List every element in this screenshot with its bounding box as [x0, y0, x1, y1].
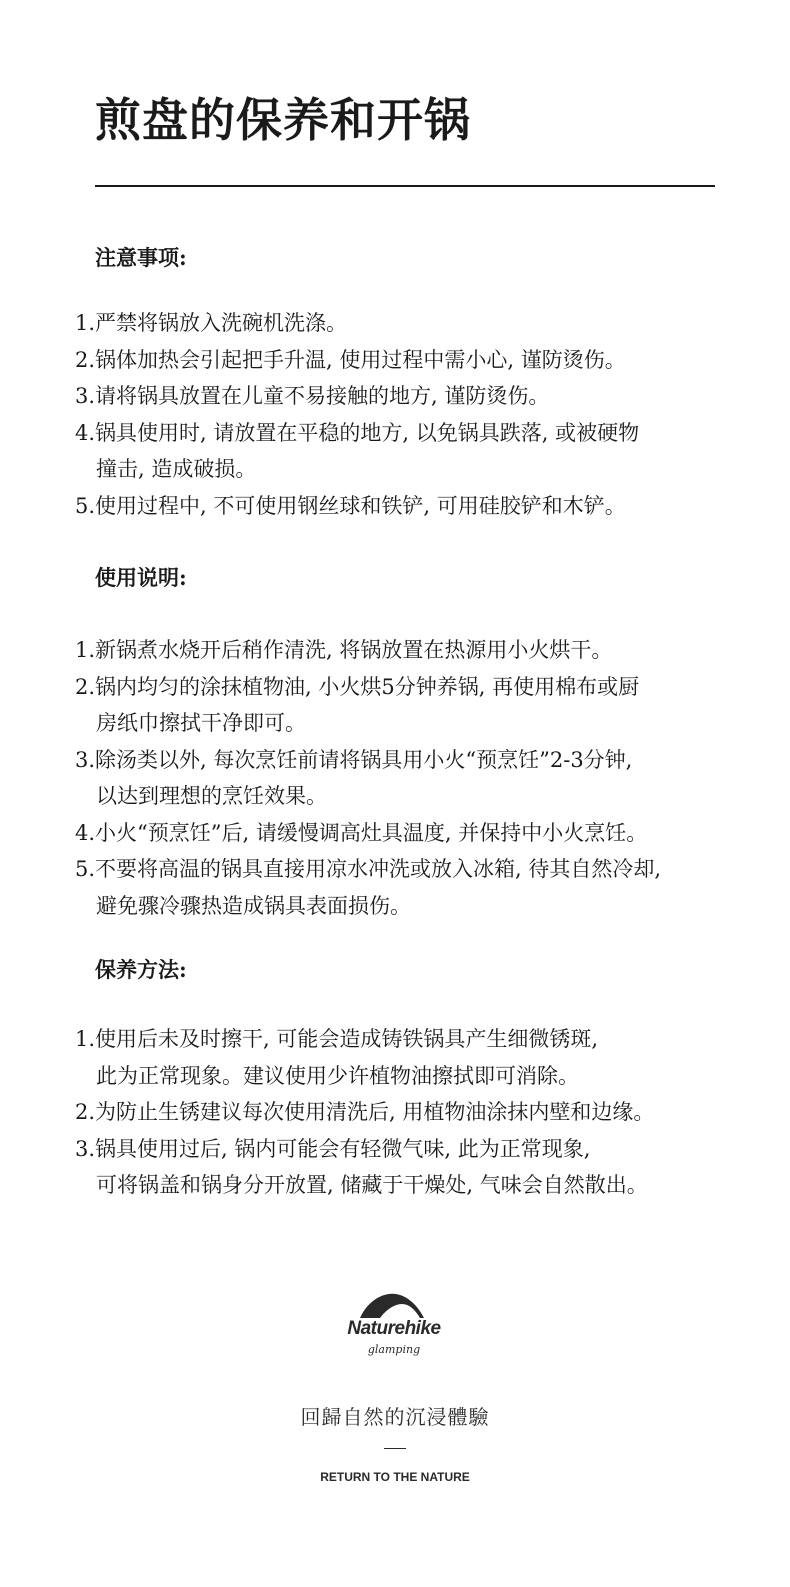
- list-item-continuation: 可将锅盖和锅身分开放置, 储藏于干燥处, 气味会自然散出。: [96, 1173, 648, 1197]
- list-item-continuation: 以达到理想的烹饪效果。: [96, 784, 327, 808]
- list-item-text: 4.锅具使用时, 请放置在平稳的地方, 以免锅具跌落, 或被硬物: [75, 420, 640, 445]
- list-item-text: 3.请将锅具放置在儿童不易接触的地方, 谨防烫伤。: [75, 384, 550, 408]
- brand-name: Naturehike: [347, 1318, 441, 1339]
- list-item: [75, 342, 639, 379]
- list-item-text: 3.除汤类以外, 每次烹饪前请将锅具用小火“预烹饪”2-3分钟,: [75, 747, 633, 772]
- list-item: [75, 742, 661, 815]
- precautions-list: [75, 305, 639, 524]
- section-heading-precautions: 注意事项:: [95, 245, 187, 270]
- list-item-text: 5.不要将高温的锅具直接用凉水冲洗或放入冰箱, 待其自然冷却,: [75, 857, 662, 881]
- list-item-text: 2.锅体加热会引起把手升温, 使用过程中需小心, 谨防烫伤。: [75, 347, 626, 372]
- list-item-text: 5.使用过程中, 不可使用钢丝球和铁铲, 可用硅胶铲和木铲。: [75, 493, 626, 518]
- list-item-continuation: 房纸巾擦拭干净即可。: [96, 711, 306, 735]
- list-item: [75, 378, 639, 415]
- slogan-divider: [384, 1448, 406, 1449]
- list-item: [75, 669, 661, 742]
- list-item: [75, 305, 639, 342]
- maintenance-list: [75, 1021, 654, 1204]
- list-item-text: 1.新锅煮水烧开后稍作清洗, 将锅放置在热源用小火烘干。: [75, 638, 613, 662]
- list-item: [75, 851, 661, 924]
- list-item-text: 2.锅内均匀的涂抹植物油, 小火烘5分钟养锅, 再使用棉布或厨: [75, 674, 640, 699]
- list-item-text: 3.锅具使用过后, 锅内可能会有轻微气味, 此为正常现象,: [75, 1136, 591, 1161]
- list-item: [75, 632, 661, 669]
- list-item-text: 4.小火“预烹饪”后, 请缓慢调高灶具温度, 并保持中小火烹饪。: [75, 820, 648, 845]
- list-item-continuation: 避免骤冷骤热造成锅具表面损伤。: [96, 893, 411, 918]
- instructions-list: [75, 632, 661, 924]
- slogan-english: RETURN TO THE NATURE: [320, 1470, 470, 1484]
- page-title: 煎盘的保养和开锅: [95, 93, 471, 147]
- list-item: [75, 415, 639, 488]
- list-item: [75, 1021, 654, 1094]
- section-heading-instructions: 使用说明:: [95, 565, 187, 590]
- list-item-continuation: 撞击, 造成破损。: [96, 457, 257, 481]
- list-item: [75, 815, 661, 852]
- mountain-arc-logo-icon: [334, 1288, 454, 1318]
- list-item: [75, 1094, 654, 1131]
- brand-logo: [334, 1288, 454, 1368]
- list-item-text: 1.使用后未及时擦干, 可能会造成铸铁锅具产生细微锈斑,: [75, 1027, 599, 1051]
- list-item: [75, 1131, 654, 1204]
- list-item-continuation: 此为正常现象。建议使用少许植物油擦拭即可消除。: [96, 1063, 579, 1088]
- list-item: [75, 488, 639, 525]
- list-item-text: 2.为防止生锈建议每次使用清洗后, 用植物油涂抹内壁和边缘。: [75, 1100, 655, 1124]
- brand-subtitle: glamping: [367, 1343, 421, 1356]
- section-heading-maintenance: 保养方法:: [95, 957, 187, 982]
- list-item-text: 1.严禁将锅放入洗碗机洗涤。: [75, 311, 348, 335]
- slogan-chinese: 回歸自然的沉浸體驗: [300, 1405, 490, 1429]
- title-divider: [95, 185, 715, 187]
